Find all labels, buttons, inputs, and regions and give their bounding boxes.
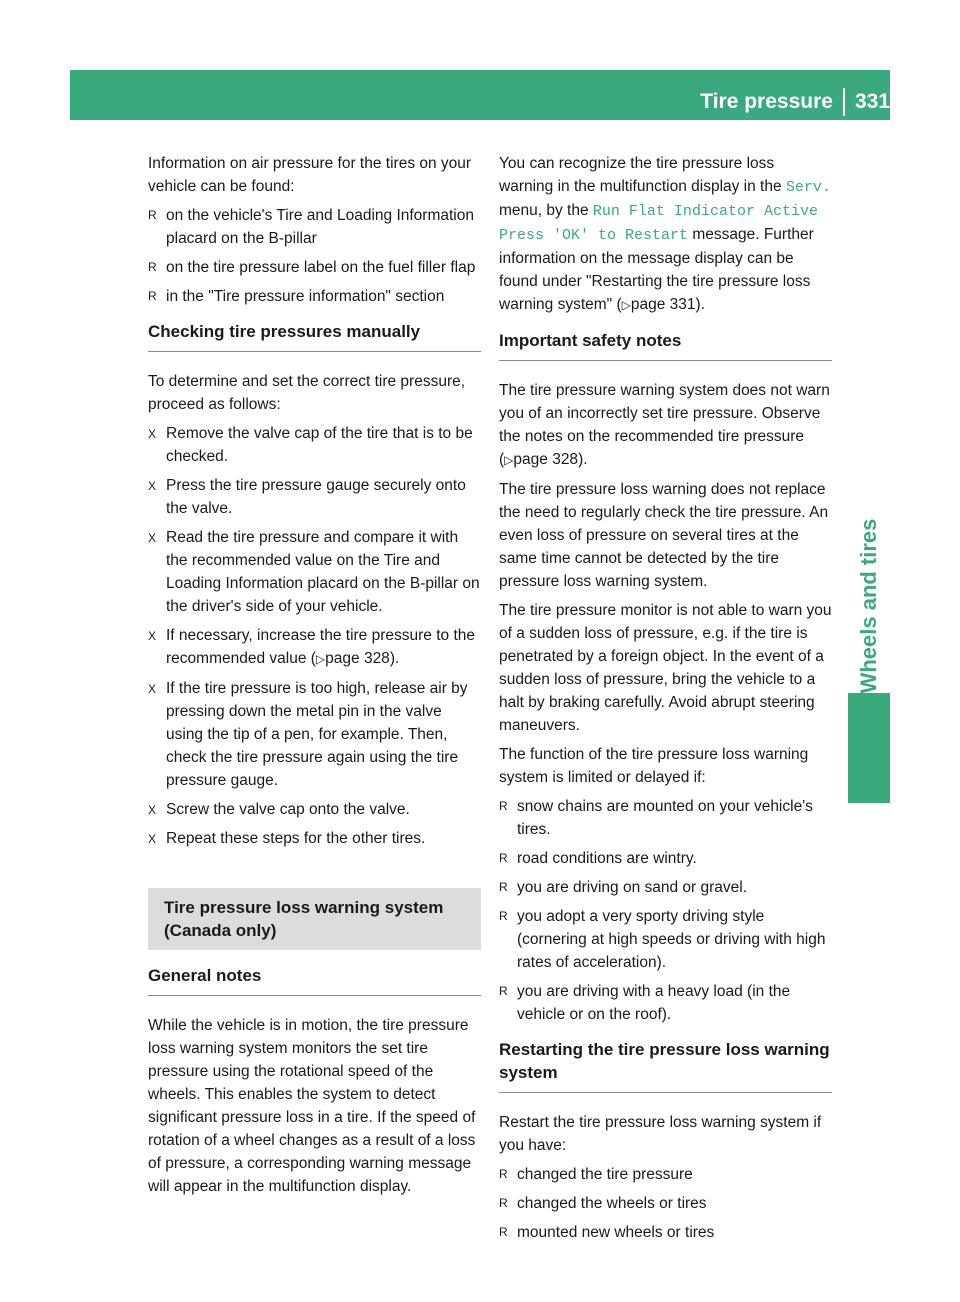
step-icon: X [148, 832, 157, 846]
step-icon: X [148, 803, 157, 817]
step-item: X If the tire pressure is too high, release air by pressing down the metal pin in the valve using the tip of a pen, for example. Then, check the tire pressure again using the tire pressure gauge. [148, 680, 468, 789]
step-icon: X [148, 531, 157, 545]
bullet-icon: R [499, 984, 508, 998]
general-notes-text: While the vehicle is in motion, the tire pressure loss warning system monitors the set tire pressure using the rotational speed of the wheels. This enables the system to detect significant pressure loss in a tire. If the speed of rotation of a wheel changes as a result of a loss of pressure, a corresponding warning message will appear in the multifunction display. [148, 1017, 476, 1195]
heading-general-notes: General notes [148, 964, 481, 996]
step-item: X Repeat these steps for the other tires. [148, 827, 481, 850]
step-item: X Remove the valve cap of the tire that is to be checked. [148, 425, 473, 465]
page-ref-link[interactable]: page 328 [513, 451, 579, 468]
bullet-icon: R [499, 851, 508, 865]
safety-paragraph: The tire pressure warning system does not warn you of an incorrectly set tire pressure. Observe the notes on the recommended tire pressure (▷page 328). [499, 382, 830, 468]
step-icon: X [148, 682, 157, 696]
step-item: X Read the tire pressure and compare it with the recommended value on the Tire and Loading Information placard on the B-pillar on the driver's side of your vehicle. [148, 529, 480, 615]
bullet-icon: R [499, 880, 508, 894]
page-ref-icon: ▷ [621, 298, 631, 312]
heading-restarting-system: Restarting the tire pressure loss warning system [499, 1038, 832, 1093]
bullet-icon: R [499, 1225, 508, 1239]
list-item: R you are driving with a heavy load (in the vehicle or on the roof). [499, 980, 832, 1026]
right-column [499, 152, 832, 1250]
page-number: 331 [854, 90, 890, 113]
step-item: X Press the tire pressure gauge securely onto the valve. [148, 477, 466, 517]
section-title-box: Tire pressure loss warning system (Canada only) [148, 888, 481, 950]
restart-intro: Restart the tire pressure loss warning system if you have: [499, 1114, 822, 1154]
list-item: R changed the tire pressure [499, 1163, 832, 1186]
list-item: R changed the wheels or tires [499, 1192, 832, 1215]
list-item: R on the vehicle's Tire and Loading Information placard on the B-pillar [148, 204, 481, 250]
safety-paragraph: The function of the tire pressure loss warning system is limited or delayed if: [499, 746, 809, 786]
intro-text: Information on air pressure for the tires on your vehicle can be found: [148, 155, 472, 195]
heading-checking-tire-pressures: Checking tire pressures manually [148, 320, 481, 352]
list-item: R you are driving on sand or gravel. [499, 876, 832, 899]
header-title: Tire pressure [700, 90, 833, 113]
page-ref-icon: ▷ [504, 453, 514, 467]
safety-paragraph: The tire pressure monitor is not able to warn you of a sudden loss of pressure, e.g. if the tire is penetrated by a foreign object. In the event of a sudden loss of pressure, bring the vehicle to a halt by braking carefully. Avoid abrupt steering maneuvers. [499, 602, 832, 734]
bullet-icon: R [148, 260, 157, 274]
left-column [148, 152, 481, 1204]
bullet-icon: R [148, 208, 157, 222]
step-item: X Screw the valve cap onto the valve. [148, 798, 481, 821]
check-intro: To determine and set the correct tire pressure, proceed as follows: [148, 373, 466, 413]
running-header [700, 86, 890, 118]
side-tab-label: Wheels and tires [856, 518, 881, 694]
list-item: R mounted new wheels or tires [499, 1221, 832, 1244]
step-icon: X [148, 479, 157, 493]
bullet-icon: R [499, 799, 508, 813]
step-icon: X [148, 427, 157, 441]
display-message-serv: Serv. [785, 179, 831, 196]
page-ref-link[interactable]: page 328 [325, 650, 390, 667]
bullet-icon: R [499, 1196, 508, 1210]
step-icon: X [148, 629, 157, 643]
list-item: R in the "Tire pressure information" section [148, 285, 481, 308]
bullet-icon: R [499, 909, 508, 923]
page-ref-icon: ▷ [315, 652, 326, 666]
list-item: R you adopt a very sporty driving style (cornering at high speeds or driving with high rates of acceleration). [499, 905, 832, 974]
display-message-run-flat: Run Flat Indicator Active [592, 203, 818, 220]
list-item: R road conditions are wintry. [499, 847, 832, 870]
list-item: R on the tire pressure label on the fuel filler flap [148, 256, 481, 279]
display-message-restart: Press 'OK' to Restart [499, 227, 689, 244]
header-separator [843, 88, 845, 116]
safety-paragraph: The tire pressure loss warning does not replace the need to regularly check the tire pressure. An even loss of pressure on several tires at the same time cannot be detected by the tire pressure loss warning system. [499, 481, 829, 590]
recognize-text: You can recognize the tire pressure loss warning in the multifunction display in the Serv. menu, by the Run Flat Indicator Active Press 'OK' to Restart message. Further information on the message display can be found under "Restarting the tire pressure loss warning system" (▷page 331). [499, 155, 831, 313]
step-item: X If necessary, increase the tire pressure to the recommended value (▷page 328). [148, 627, 476, 667]
list-item: R snow chains are mounted on your vehicle's tires. [499, 795, 832, 841]
bullet-icon: R [499, 1167, 508, 1181]
heading-important-safety-notes: Important safety notes [499, 329, 832, 361]
bullet-icon: R [148, 289, 157, 303]
side-tab-block [848, 693, 890, 803]
page-ref-link[interactable]: page 331 [630, 296, 696, 313]
